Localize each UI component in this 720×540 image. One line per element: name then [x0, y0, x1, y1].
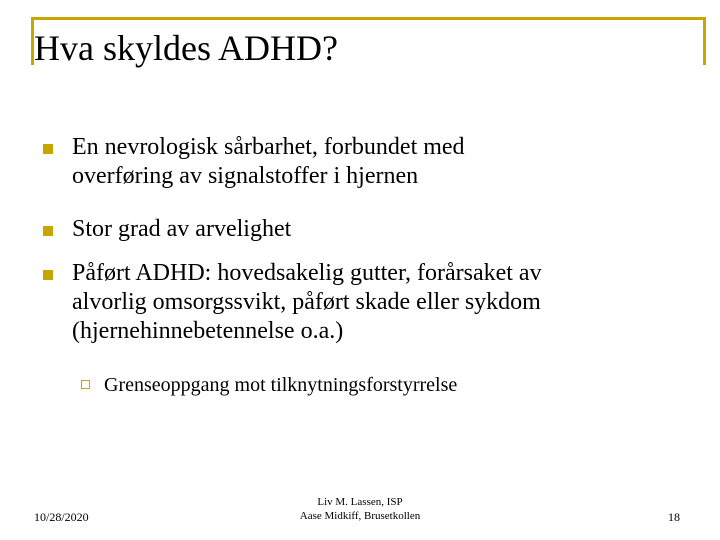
- bullet-text-3-line-2: alvorlig omsorgssvikt, påført skade eller sykdom: [72, 289, 541, 315]
- bullet-text-2: [72, 215, 682, 244]
- bullet-text-3-line-1: Påført ADHD: hovedsakelig gutter, forårsaket av: [72, 260, 542, 286]
- bullet-text-3-line-3: (hjernehinnebetennelse o.a.): [72, 318, 344, 344]
- bullet-text-2-line-1: Stor grad av arvelighet: [72, 216, 292, 242]
- footer-author-line-1: Liv M. Lassen, ISP: [317, 496, 403, 508]
- square-bullet-icon: [43, 226, 53, 236]
- hollow-square-bullet-icon: [81, 380, 90, 389]
- footer-author-line-2: Aase Midkiff, Brusetkollen: [299, 510, 421, 522]
- footer-date: 10/28/2020: [34, 510, 89, 524]
- bullet-text-1: [72, 133, 682, 191]
- page-number: 18: [668, 510, 680, 524]
- title-frame-right-line: [703, 17, 706, 65]
- title-frame-top-line: [31, 17, 706, 20]
- bullet-text-1-line-2: overføring av signalstoffer i hjernen: [72, 163, 419, 189]
- slide-title: Hva skyldes ADHD?: [34, 28, 338, 68]
- bullet-text-1-line-1: En nevrologisk sårbarhet, forbundet med: [72, 134, 465, 160]
- bullet-text-3: [72, 259, 682, 346]
- sub-bullet-text-1: Grenseoppgang mot tilknytningsforstyrrelse: [104, 374, 458, 396]
- footer-author: [260, 495, 460, 523]
- square-bullet-icon: [43, 144, 53, 154]
- square-bullet-icon: [43, 270, 53, 280]
